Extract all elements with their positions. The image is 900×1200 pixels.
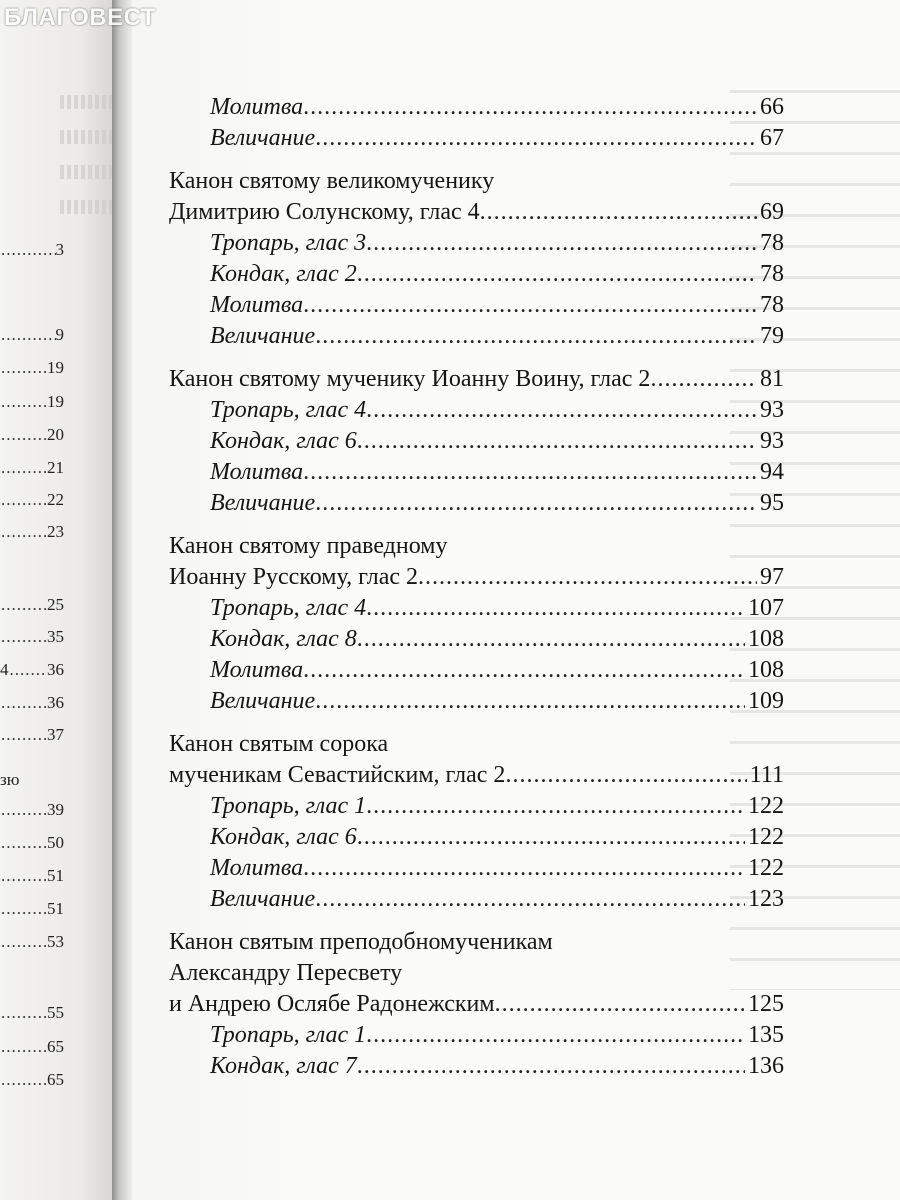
right-page [132,0,900,1200]
toc-heading: Александру Пересвету [169,960,403,986]
toc-entry: Молитва ..... 94 [132,457,784,488]
ghost-text [60,200,112,214]
left-toc-entry: ..... 35 [0,627,64,647]
toc-heading: Канон святому великомученику [169,168,495,194]
left-toc-entry: ..... 53 [0,932,64,952]
toc-entry: Величание ..... 109 [132,686,784,717]
left-toc-entry: ..... 20 [0,425,64,445]
toc-heading: мученикам Севастийским, глас 2 ..... 111 [132,760,784,791]
toc-entry: Тропарь, глас 4 ..... 93 [132,395,784,426]
toc-entry: Молитва ..... 78 [132,290,784,321]
toc-heading: Канон святому мученику Иоанну Воину, глас 2 ..... 81 [132,364,784,395]
left-toc-entry: ..... 23 [0,522,64,542]
toc-heading: Канон святым сорока [169,731,389,757]
book-spine [112,0,132,1200]
ghost-text [60,165,112,179]
toc-entry: Молитва ..... 122 [132,853,784,884]
toc-entry: Тропарь, глас 4 ..... 107 [132,593,784,624]
left-toc-entry: ..... 37 [0,725,64,745]
toc-entry: Кондак, глас 2 ..... 78 [132,259,784,290]
left-toc-entry: ..... 51 [0,866,64,886]
left-toc-fragment: зю [0,770,20,789]
left-toc-entry: ..... 25 [0,595,64,615]
toc-entry: Кондак, глас 6 ..... 93 [132,426,784,457]
left-toc-entry: ..... 19 [0,358,64,378]
left-toc-entry: 4 ..... 36 [0,660,64,680]
left-toc-entry: ..... 65 [0,1037,64,1057]
toc-entry: Величание ..... 79 [132,321,784,352]
left-toc-entry: ..... 21 [0,458,64,478]
toc-entry: Величание ..... 67 [132,123,784,154]
toc-entry: Кондак, глас 6 ..... 122 [132,822,784,853]
toc-heading: Канон святым преподобномученикам [169,929,553,955]
toc-entry: Кондак, глас 7 ..... 136 [132,1051,784,1082]
left-toc-entry: ..... 51 [0,899,64,919]
left-toc-entry: ..... 22 [0,490,64,510]
left-toc-entry: ..... 65 [0,1070,64,1090]
left-toc-entry: ..... 55 [0,1003,64,1023]
toc-entry: Тропарь, глас 1 ..... 135 [132,1020,784,1051]
table-of-contents [132,92,900,1082]
toc-heading: Иоанну Русскому, глас 2 ..... 97 [132,562,784,593]
toc-entry: Кондак, глас 8 ..... 108 [132,624,784,655]
ghost-text [60,95,112,109]
toc-heading: Канон святому праведному [169,533,448,559]
toc-entry: Тропарь, глас 1 ..... 122 [132,791,784,822]
left-toc-entry: ..... 36 [0,693,64,713]
left-toc-entry: ..... 3 [0,240,64,260]
left-toc-entry: ..... 19 [0,392,64,412]
left-toc-entry: ..... 9 [0,325,64,345]
toc-entry: Величание ..... 95 [132,488,784,519]
left-toc-entry: ..... 50 [0,833,64,853]
toc-entry: Молитва ..... 108 [132,655,784,686]
left-page [0,0,112,1200]
toc-heading: Димитрию Солунскому, глас 4 ..... 69 [132,197,784,228]
watermark: БЛАГОВЕСТ [4,4,157,31]
toc-entry: Тропарь, глас 3 ..... 78 [132,228,784,259]
toc-entry: Молитва ..... 66 [132,92,784,123]
ghost-text [60,130,112,144]
toc-entry: Величание ..... 123 [132,884,784,915]
left-toc-entry: ..... 39 [0,800,64,820]
toc-heading: и Андрею Ослябе Радонежским ..... 125 [132,989,784,1020]
